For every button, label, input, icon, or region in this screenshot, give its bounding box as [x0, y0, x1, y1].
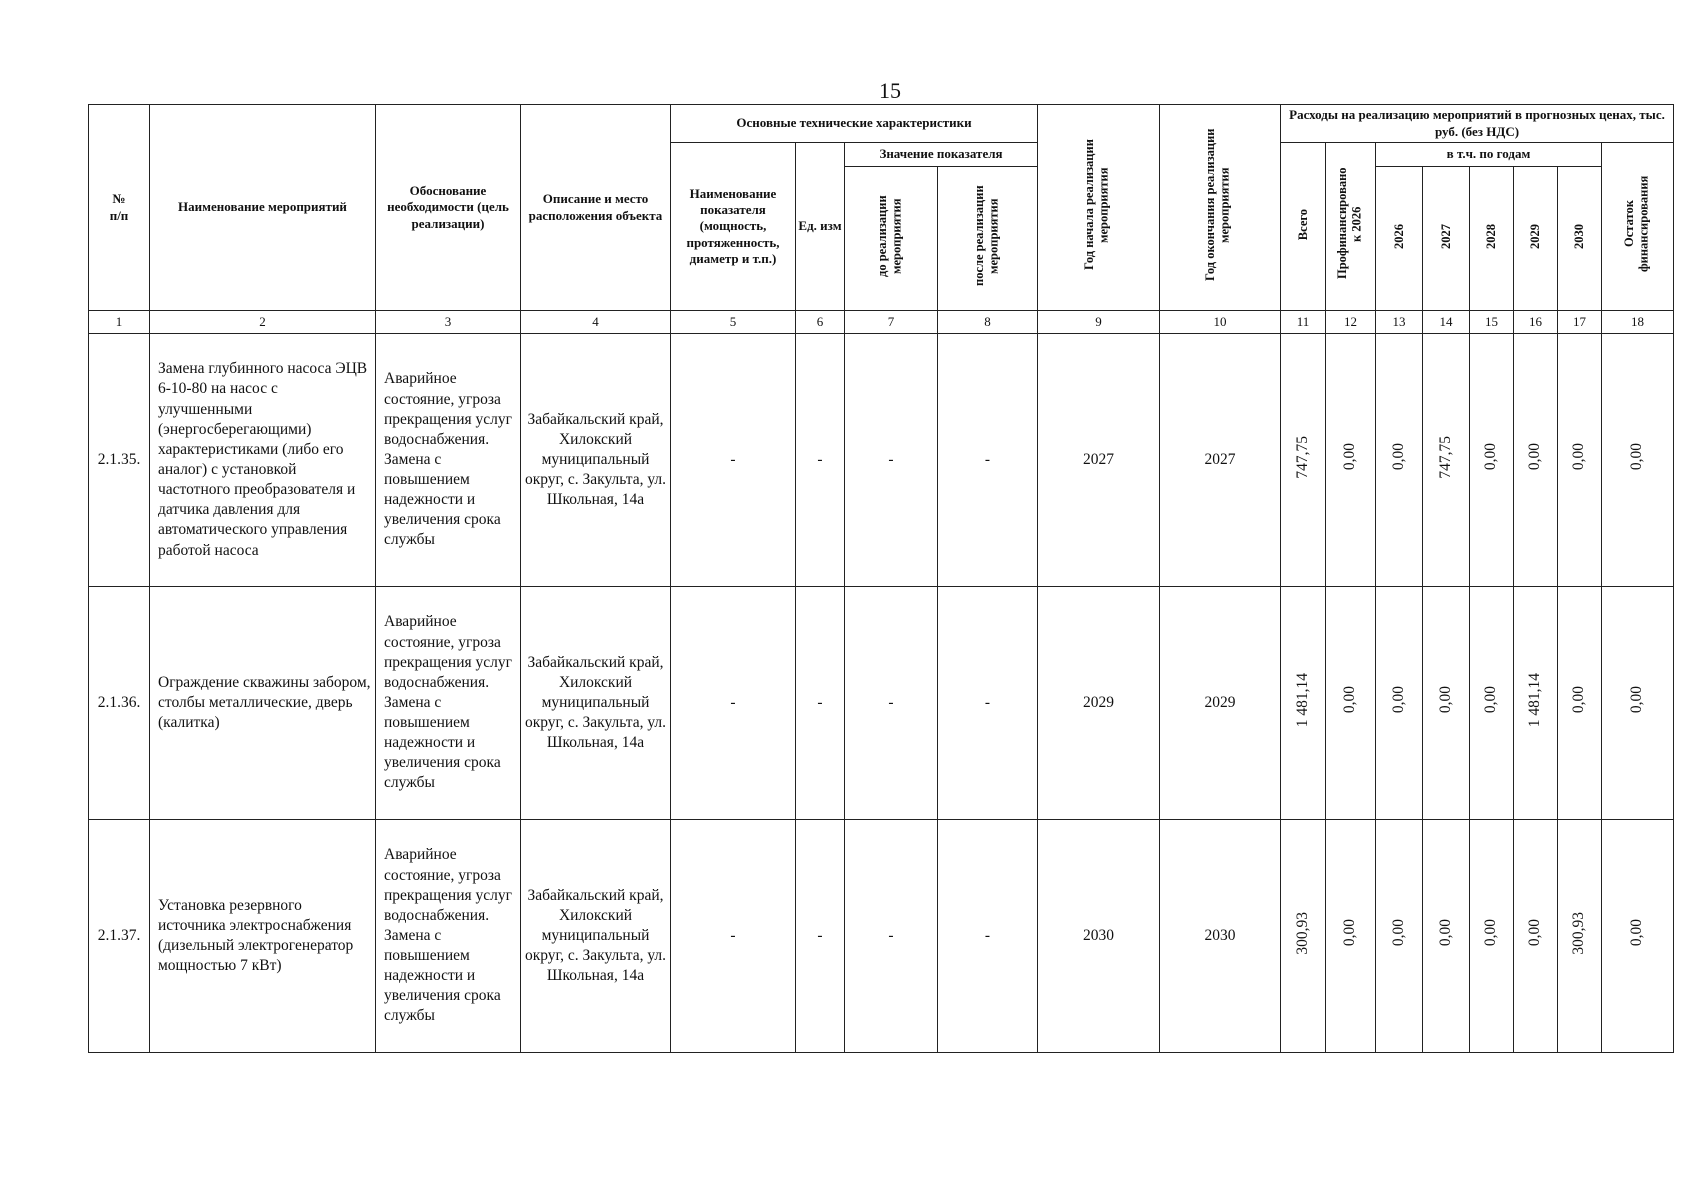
header-remaining-text: Остаток финансирования: [1621, 176, 1650, 273]
header-year-2028: [1470, 167, 1514, 311]
row-start-year: 2030: [1038, 820, 1160, 1053]
row-measure-name: Установка резервного источника электроснабжения (дизельный электрогенератор мощностью 7 кВт): [150, 820, 376, 1053]
header-years-group: в т.ч. по годам: [1376, 143, 1602, 167]
row-2026: [1376, 820, 1423, 1053]
row-prefinanced: [1326, 587, 1376, 820]
header-value-group: Значение показателя: [845, 143, 1038, 167]
row-2030-value: 0,00: [1570, 443, 1588, 471]
row-2027: [1423, 587, 1470, 820]
row-2029: [1514, 334, 1558, 587]
row-2030-value: 300,93: [1570, 911, 1588, 955]
row-2027: [1423, 820, 1470, 1053]
row-number: 2.1.35.: [89, 334, 150, 587]
header-start-text: Год начала реализации мероприятия: [1081, 139, 1110, 271]
header-before: [845, 167, 938, 311]
column-number: 11: [1281, 311, 1326, 334]
column-number: 14: [1423, 311, 1470, 334]
column-number: 3: [376, 311, 521, 334]
row-2026-value: 0,00: [1389, 686, 1407, 714]
column-number: 2: [150, 311, 376, 334]
header-start: [1038, 105, 1160, 311]
row-total: [1281, 587, 1326, 820]
row-remaining: [1602, 587, 1674, 820]
table-row: [89, 820, 1674, 1053]
header-indicator: Наименование показателя (мощность, протяженность, диаметр и т.п.): [671, 143, 796, 311]
row-measure-name: Замена глубинного насоса ЭЦВ 6-10-80 на насос с улучшенными (энергосберегающими) характеристиками (либо его аналог) с установкой частотного преобразователя и датчика давления для автоматического управления работой насоса: [150, 334, 376, 587]
row-total: [1281, 820, 1326, 1053]
header-year-2029-text: 2029: [1528, 223, 1543, 249]
column-number: 4: [521, 311, 671, 334]
header-after: [938, 167, 1038, 311]
row-2029: [1514, 820, 1558, 1053]
header-year-2028-text: 2028: [1484, 223, 1499, 249]
column-number: 7: [845, 311, 938, 334]
row-unit: -: [796, 587, 845, 820]
header-unit: Ед. изм: [796, 143, 845, 311]
column-number: 10: [1160, 311, 1281, 334]
header-year-2027-text: 2027: [1438, 223, 1453, 249]
row-2027: [1423, 334, 1470, 587]
row-remaining-value: 0,00: [1628, 919, 1646, 947]
header-prefinanced: [1326, 143, 1376, 311]
row-measure-name: Ограждение скважины забором, столбы металлические, дверь (калитка): [150, 587, 376, 820]
row-after: -: [938, 587, 1038, 820]
header-year-2030-text: 2030: [1572, 223, 1587, 249]
header-total-text: Всего: [1295, 208, 1310, 240]
row-after: -: [938, 820, 1038, 1053]
row-2029-value: 1 481,14: [1526, 672, 1544, 728]
row-2026: [1376, 334, 1423, 587]
row-start-year: 2029: [1038, 587, 1160, 820]
row-start-year: 2027: [1038, 334, 1160, 587]
row-unit: -: [796, 334, 845, 587]
row-location: Забайкальский край, Хилокский муниципальный округ, с. Закульта, ул. Школьная, 14а: [521, 820, 671, 1053]
row-2026-value: 0,00: [1389, 443, 1407, 471]
row-prefinanced-value: 0,00: [1341, 686, 1359, 714]
row-2028-value: 0,00: [1482, 919, 1500, 947]
row-number: 2.1.36.: [89, 587, 150, 820]
row-remaining: [1602, 334, 1674, 587]
column-number: 6: [796, 311, 845, 334]
header-name: Наименование мероприятий: [150, 105, 376, 311]
column-number: 16: [1514, 311, 1558, 334]
row-2030: [1558, 587, 1602, 820]
row-location: Забайкальский край, Хилокский муниципальный округ, с. Закульта, ул. Школьная, 14а: [521, 587, 671, 820]
column-number: 9: [1038, 311, 1160, 334]
row-2028: [1470, 820, 1514, 1053]
row-2030: [1558, 820, 1602, 1053]
table-row: [89, 334, 1674, 587]
header-total: [1281, 143, 1326, 311]
row-2028-value: 0,00: [1482, 686, 1500, 714]
column-number: 1: [89, 311, 150, 334]
row-prefinanced: [1326, 334, 1376, 587]
row-end-year: 2027: [1160, 334, 1281, 587]
header-reason: Обоснование необходимости (цель реализации): [376, 105, 521, 311]
row-indicator: -: [671, 820, 796, 1053]
header-costs-group: Расходы на реализацию мероприятий в прогнозных ценах, тыс. руб. (без НДС): [1281, 105, 1674, 143]
row-number: 2.1.37.: [89, 820, 150, 1053]
row-2027-value: 747,75: [1436, 435, 1454, 479]
row-2027-value: 0,00: [1436, 686, 1454, 714]
column-number: 5: [671, 311, 796, 334]
row-prefinanced-value: 0,00: [1341, 919, 1359, 947]
row-after: -: [938, 334, 1038, 587]
measures-table: [88, 104, 1674, 1053]
row-2028: [1470, 587, 1514, 820]
header-tech-group: Основные технические характеристики: [671, 105, 1038, 143]
row-reason: Аварийное состояние, угроза прекращения услуг водоснабжения. Замена с повышением надежности и увеличения срока службы: [376, 820, 521, 1053]
row-2030-value: 0,00: [1570, 686, 1588, 714]
row-2026: [1376, 587, 1423, 820]
page-number: 15: [879, 78, 901, 103]
header-prefinanced-text: Профинансировано к 2026: [1334, 167, 1363, 280]
row-indicator: -: [671, 334, 796, 587]
header-location: Описание и место расположения объекта: [521, 105, 671, 311]
column-numbers-row: [89, 311, 1674, 334]
row-remaining-value: 0,00: [1628, 686, 1646, 714]
header-year-2026: [1376, 167, 1423, 311]
row-total-value: 300,93: [1293, 911, 1311, 955]
row-prefinanced-value: 0,00: [1341, 443, 1359, 471]
row-2027-value: 0,00: [1436, 919, 1454, 947]
column-number: 13: [1376, 311, 1423, 334]
table-row: [89, 587, 1674, 820]
row-before: -: [845, 334, 938, 587]
column-number: 12: [1326, 311, 1376, 334]
row-end-year: 2029: [1160, 587, 1281, 820]
row-prefinanced: [1326, 820, 1376, 1053]
row-before: -: [845, 820, 938, 1053]
row-2026-value: 0,00: [1389, 919, 1407, 947]
row-total-value: 747,75: [1293, 435, 1311, 479]
row-reason: Аварийное состояние, угроза прекращения услуг водоснабжения. Замена с повышением надежности и увеличения срока службы: [376, 334, 521, 587]
row-2028: [1470, 334, 1514, 587]
row-end-year: 2030: [1160, 820, 1281, 1053]
header-remaining: [1602, 143, 1674, 311]
row-2029-value: 0,00: [1526, 919, 1544, 947]
row-2028-value: 0,00: [1482, 443, 1500, 471]
row-2029-value: 0,00: [1526, 443, 1544, 471]
header-before-text: до реализации мероприятия: [875, 195, 904, 278]
header-end: [1160, 105, 1281, 311]
header-after-text: после реализации мероприятия: [971, 186, 1000, 287]
header-end-text: Год окончания реализации мероприятия: [1203, 129, 1232, 282]
row-unit: -: [796, 820, 845, 1053]
header-year-2030: [1558, 167, 1602, 311]
header-num: № п/п: [89, 105, 150, 311]
row-total-value: 1 481,14: [1293, 672, 1311, 728]
header-year-2029: [1514, 167, 1558, 311]
column-number: 15: [1470, 311, 1514, 334]
row-reason: Аварийное состояние, угроза прекращения услуг водоснабжения. Замена с повышением надежности и увеличения срока службы: [376, 587, 521, 820]
row-2029: [1514, 587, 1558, 820]
column-number: 18: [1602, 311, 1674, 334]
column-number: 8: [938, 311, 1038, 334]
header-year-2026-text: 2026: [1391, 223, 1406, 249]
row-remaining: [1602, 820, 1674, 1053]
row-2030: [1558, 334, 1602, 587]
row-before: -: [845, 587, 938, 820]
row-indicator: -: [671, 587, 796, 820]
row-total: [1281, 334, 1326, 587]
header-year-2027: [1423, 167, 1470, 311]
column-number: 17: [1558, 311, 1602, 334]
row-location: Забайкальский край, Хилокский муниципальный округ, с. Закульта, ул. Школьная, 14а: [521, 334, 671, 587]
row-remaining-value: 0,00: [1628, 443, 1646, 471]
